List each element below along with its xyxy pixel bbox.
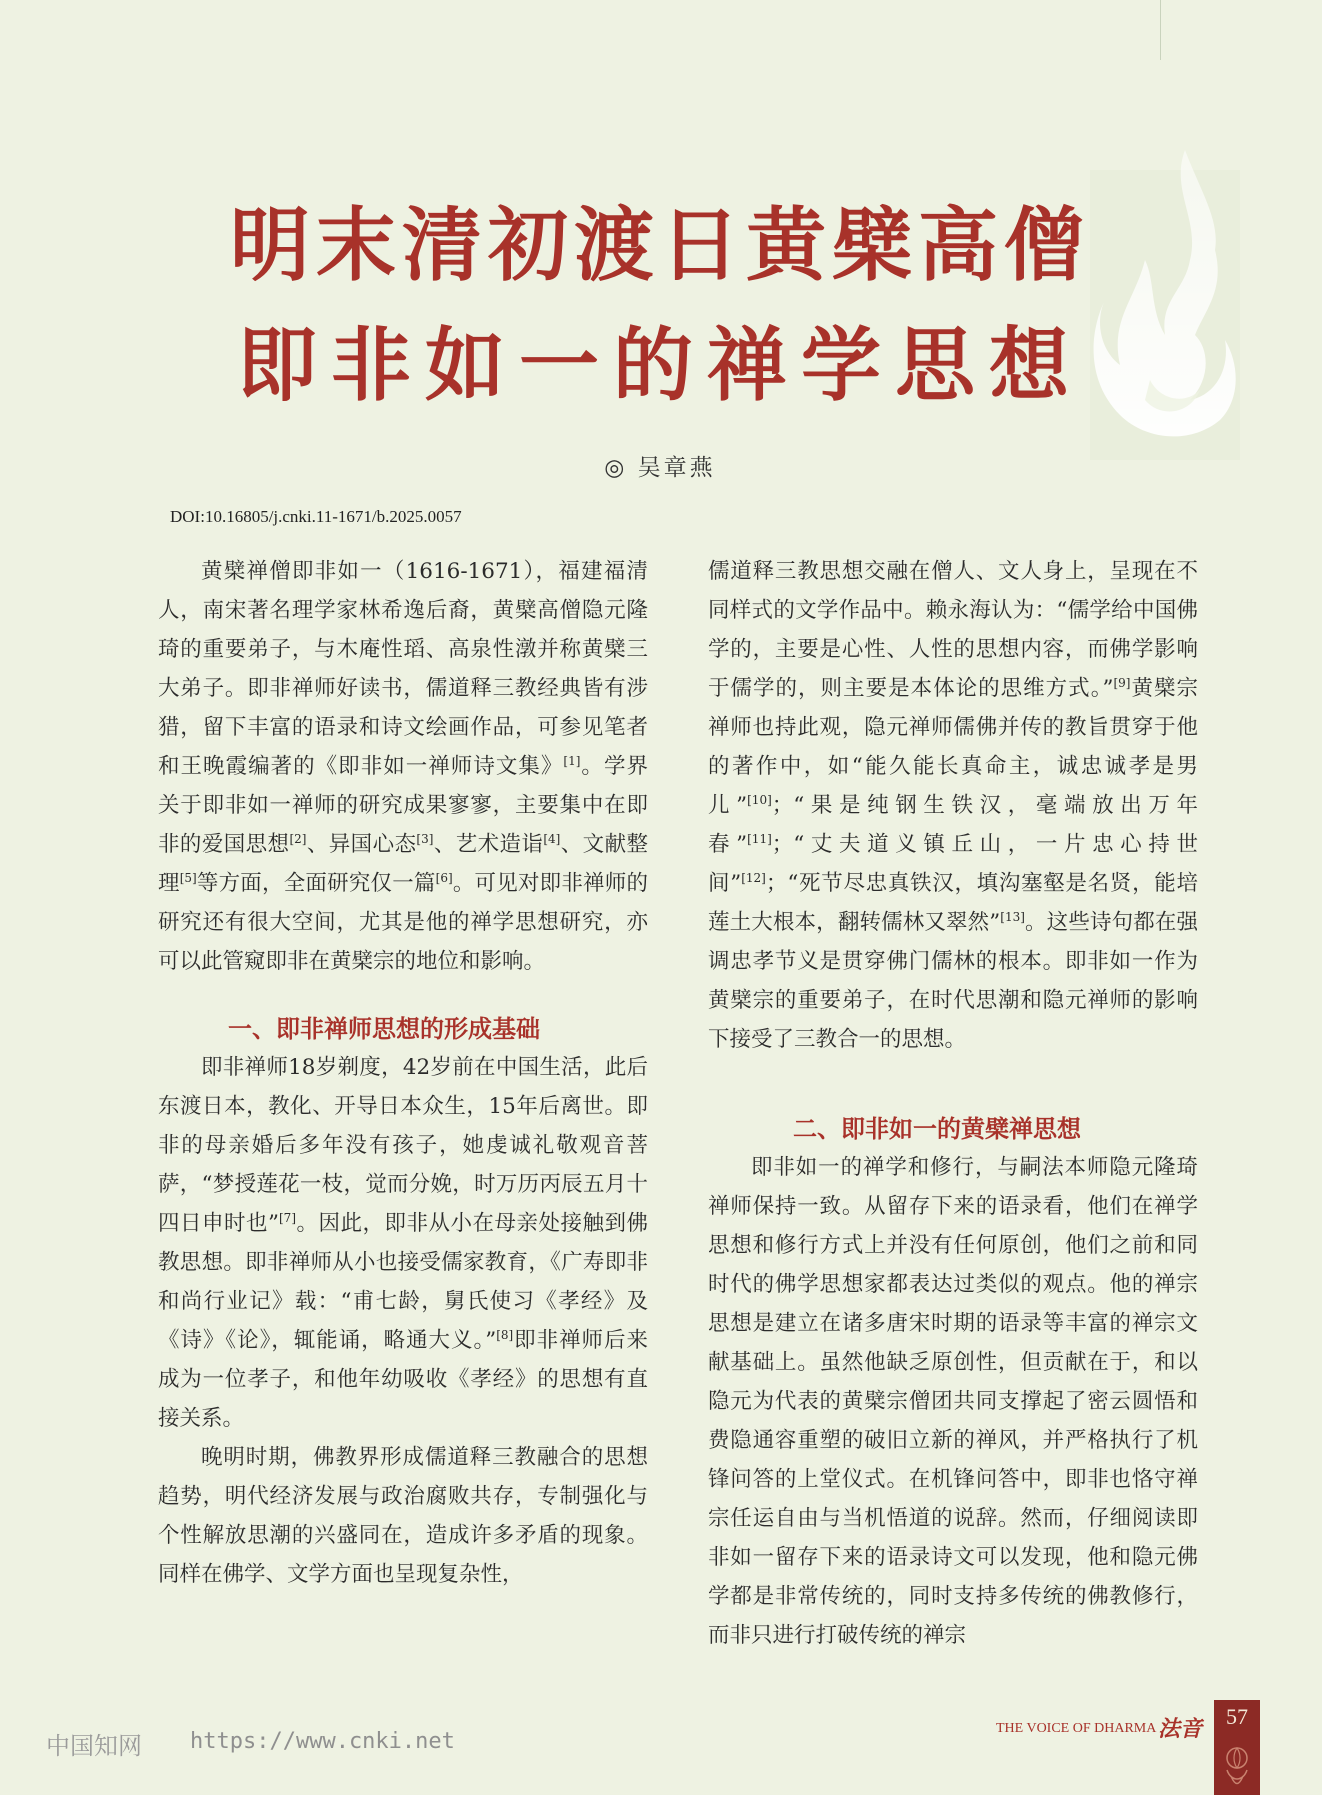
footnote-ref[interactable]: [3] — [416, 831, 434, 846]
article-title-line1: 明末清初渡日黄檗高僧 — [230, 198, 1090, 292]
top-rule — [1160, 0, 1161, 60]
footnote-ref[interactable]: [11] — [747, 831, 772, 846]
paragraph: 晚明时期，佛教界形成儒道释三教融合的思想趋势，明代经济发展与政治腐败共存，专制强化与个性解放思潮的兴盛同在，造成许多矛盾的现象。同样在佛学、文学方面也呈现复杂性， — [158, 1445, 648, 1587]
page-tab — [1214, 1700, 1260, 1795]
footnote-ref[interactable]: [6] — [435, 870, 453, 885]
footnote-ref[interactable]: [1] — [563, 753, 581, 768]
journal-name-en: THE VOICE OF DHARMA — [996, 1721, 1157, 1736]
footnote-ref[interactable]: [2] — [289, 831, 307, 846]
footnote-ref[interactable]: [9] — [1113, 675, 1131, 690]
article-title-line2: 即非如一的禅学思想 — [237, 318, 1083, 412]
right-column — [708, 552, 1198, 1655]
page-number: 57 — [1226, 1704, 1248, 1729]
author: ◎ 吴章燕 — [604, 455, 716, 481]
cnki-url[interactable]: https://www.cnki.net — [190, 1729, 455, 1754]
paragraph: 黄檗禅僧即非如一（1616-1671），福建福清人，南宋著名理学家林希逸后裔，黄檗高僧隐元隆琦的重要弟子，与木庵性瑫、高泉性潡并称黄檗三大弟子。即非禅师好读书，儒道释三教经典皆有涉猎，留下丰富的语录和诗文绘画作品，可参见笔者和王晚霞编著的《即非如一禅师诗文集》[1]。学界关于即非如一禅师的研究成果寥寥，主要集中在即非的爱国思想[2]、异国心态[3]、艺术造诣[4]、文献整理[5]等方面，全面研究仅一篇[6]。可见对即非禅师的研究还有很大空间，尤其是他的禅学思想研究，亦可以此管窥即非在黄檗宗的地位和影响。 — [158, 559, 648, 974]
footnote-ref[interactable]: [12] — [741, 870, 766, 885]
paragraph: 即非禅师18岁剃度，42岁前在中国生活，此后东渡日本，教化、开导日本众生，15年后离世。即非的母亲婚后多年没有孩子，她虔诚礼敬观音菩萨，“梦授莲花一枝，觉而分娩，时万历丙辰五月十四日申时也”[7]。因此，即非从小在母亲处接触到佛教思想。即非禅师从小也接受儒家教育，《广寿即非和尚行业记》载：“甫七龄，舅氏使习《孝经》及《诗》《论》，辄能诵，略通大义。”[8]即非禅师后来成为一位孝子，和他年幼吸收《孝经》的思想有直接关系。 — [158, 1055, 648, 1431]
section-heading-2: 二、即非如一的黄檗禅思想 — [793, 1114, 1081, 1143]
emblem-icon — [1219, 1740, 1255, 1790]
footnote-ref[interactable]: [8] — [496, 1327, 514, 1342]
flame-ornament-icon — [1090, 150, 1240, 460]
footnote-ref[interactable]: [7] — [279, 1210, 296, 1225]
footnote-ref[interactable]: [13] — [1000, 909, 1025, 924]
paragraph: 即非如一的禅学和修行，与嗣法本师隐元隆琦禅师保持一致。从留存下来的语录看，他们在禅学思想和修行方式上并没有任何原创，他们之前和同时代的佛学思想家都表达过类似的观点。他的禅宗思想是建立在诸多唐宋时期的语录等丰富的禅宗文献基础上。虽然他缺乏原创性，但贡献在于，和以隐元为代表的黄檗宗僧团共同支撑起了密云圆悟和费隐通容重塑的破旧立新的禅风，并严格执行了机锋问答的上堂仪式。在机锋问答中，即非也恪守禅宗任运自由与当机悟道的说辞。然而，仔细阅读即非如一留存下来的语录诗文可以发现，他和隐元佛学都是非常传统的，同时支持多传统的佛教修行，而非只进行打破传统的禅宗 — [708, 1155, 1198, 1648]
footnote-ref[interactable]: [10] — [747, 792, 772, 807]
cnki-watermark: 中国知网 — [46, 1732, 142, 1760]
section-heading-1: 一、即非禅师思想的形成基础 — [228, 1014, 540, 1043]
footnote-ref[interactable]: [5] — [179, 870, 197, 885]
left-column — [158, 552, 648, 1594]
footnote-ref[interactable]: [4] — [543, 831, 561, 846]
paragraph: 儒道释三教思想交融在僧人、文人身上，呈现在不同样式的文学作品中。赖永海认为：“儒学给中国佛学的，主要是心性、人性的思想内容，而佛学影响于儒学的，则主要是本体论的思维方式。”[9]黄檗宗禅师也持此观，隐元禅师儒佛并传的教旨贯穿于他的著作中，如“能久能长真命主，诚忠诚孝是男儿”[10]；“果是纯钢生铁汉，毫端放出万年春”[11]；“丈夫道义镇丘山，一片忠心持世间”[12]；“死节尽忠真铁汉，填沟塞壑是名贤，能培莲土大根本，翻转儒林又翠然”[13]。这些诗句都在强调忠孝节义是贯穿佛门儒林的根本。即非如一作为黄檗宗的重要弟子，在时代思潮和隐元禅师的影响下接受了三教合一的思想。 — [708, 559, 1198, 1052]
doi: DOI:10.16805/j.cnki.11-1671/b.2025.0057 — [170, 507, 462, 526]
journal-logo: 法音 — [1158, 1716, 1203, 1742]
